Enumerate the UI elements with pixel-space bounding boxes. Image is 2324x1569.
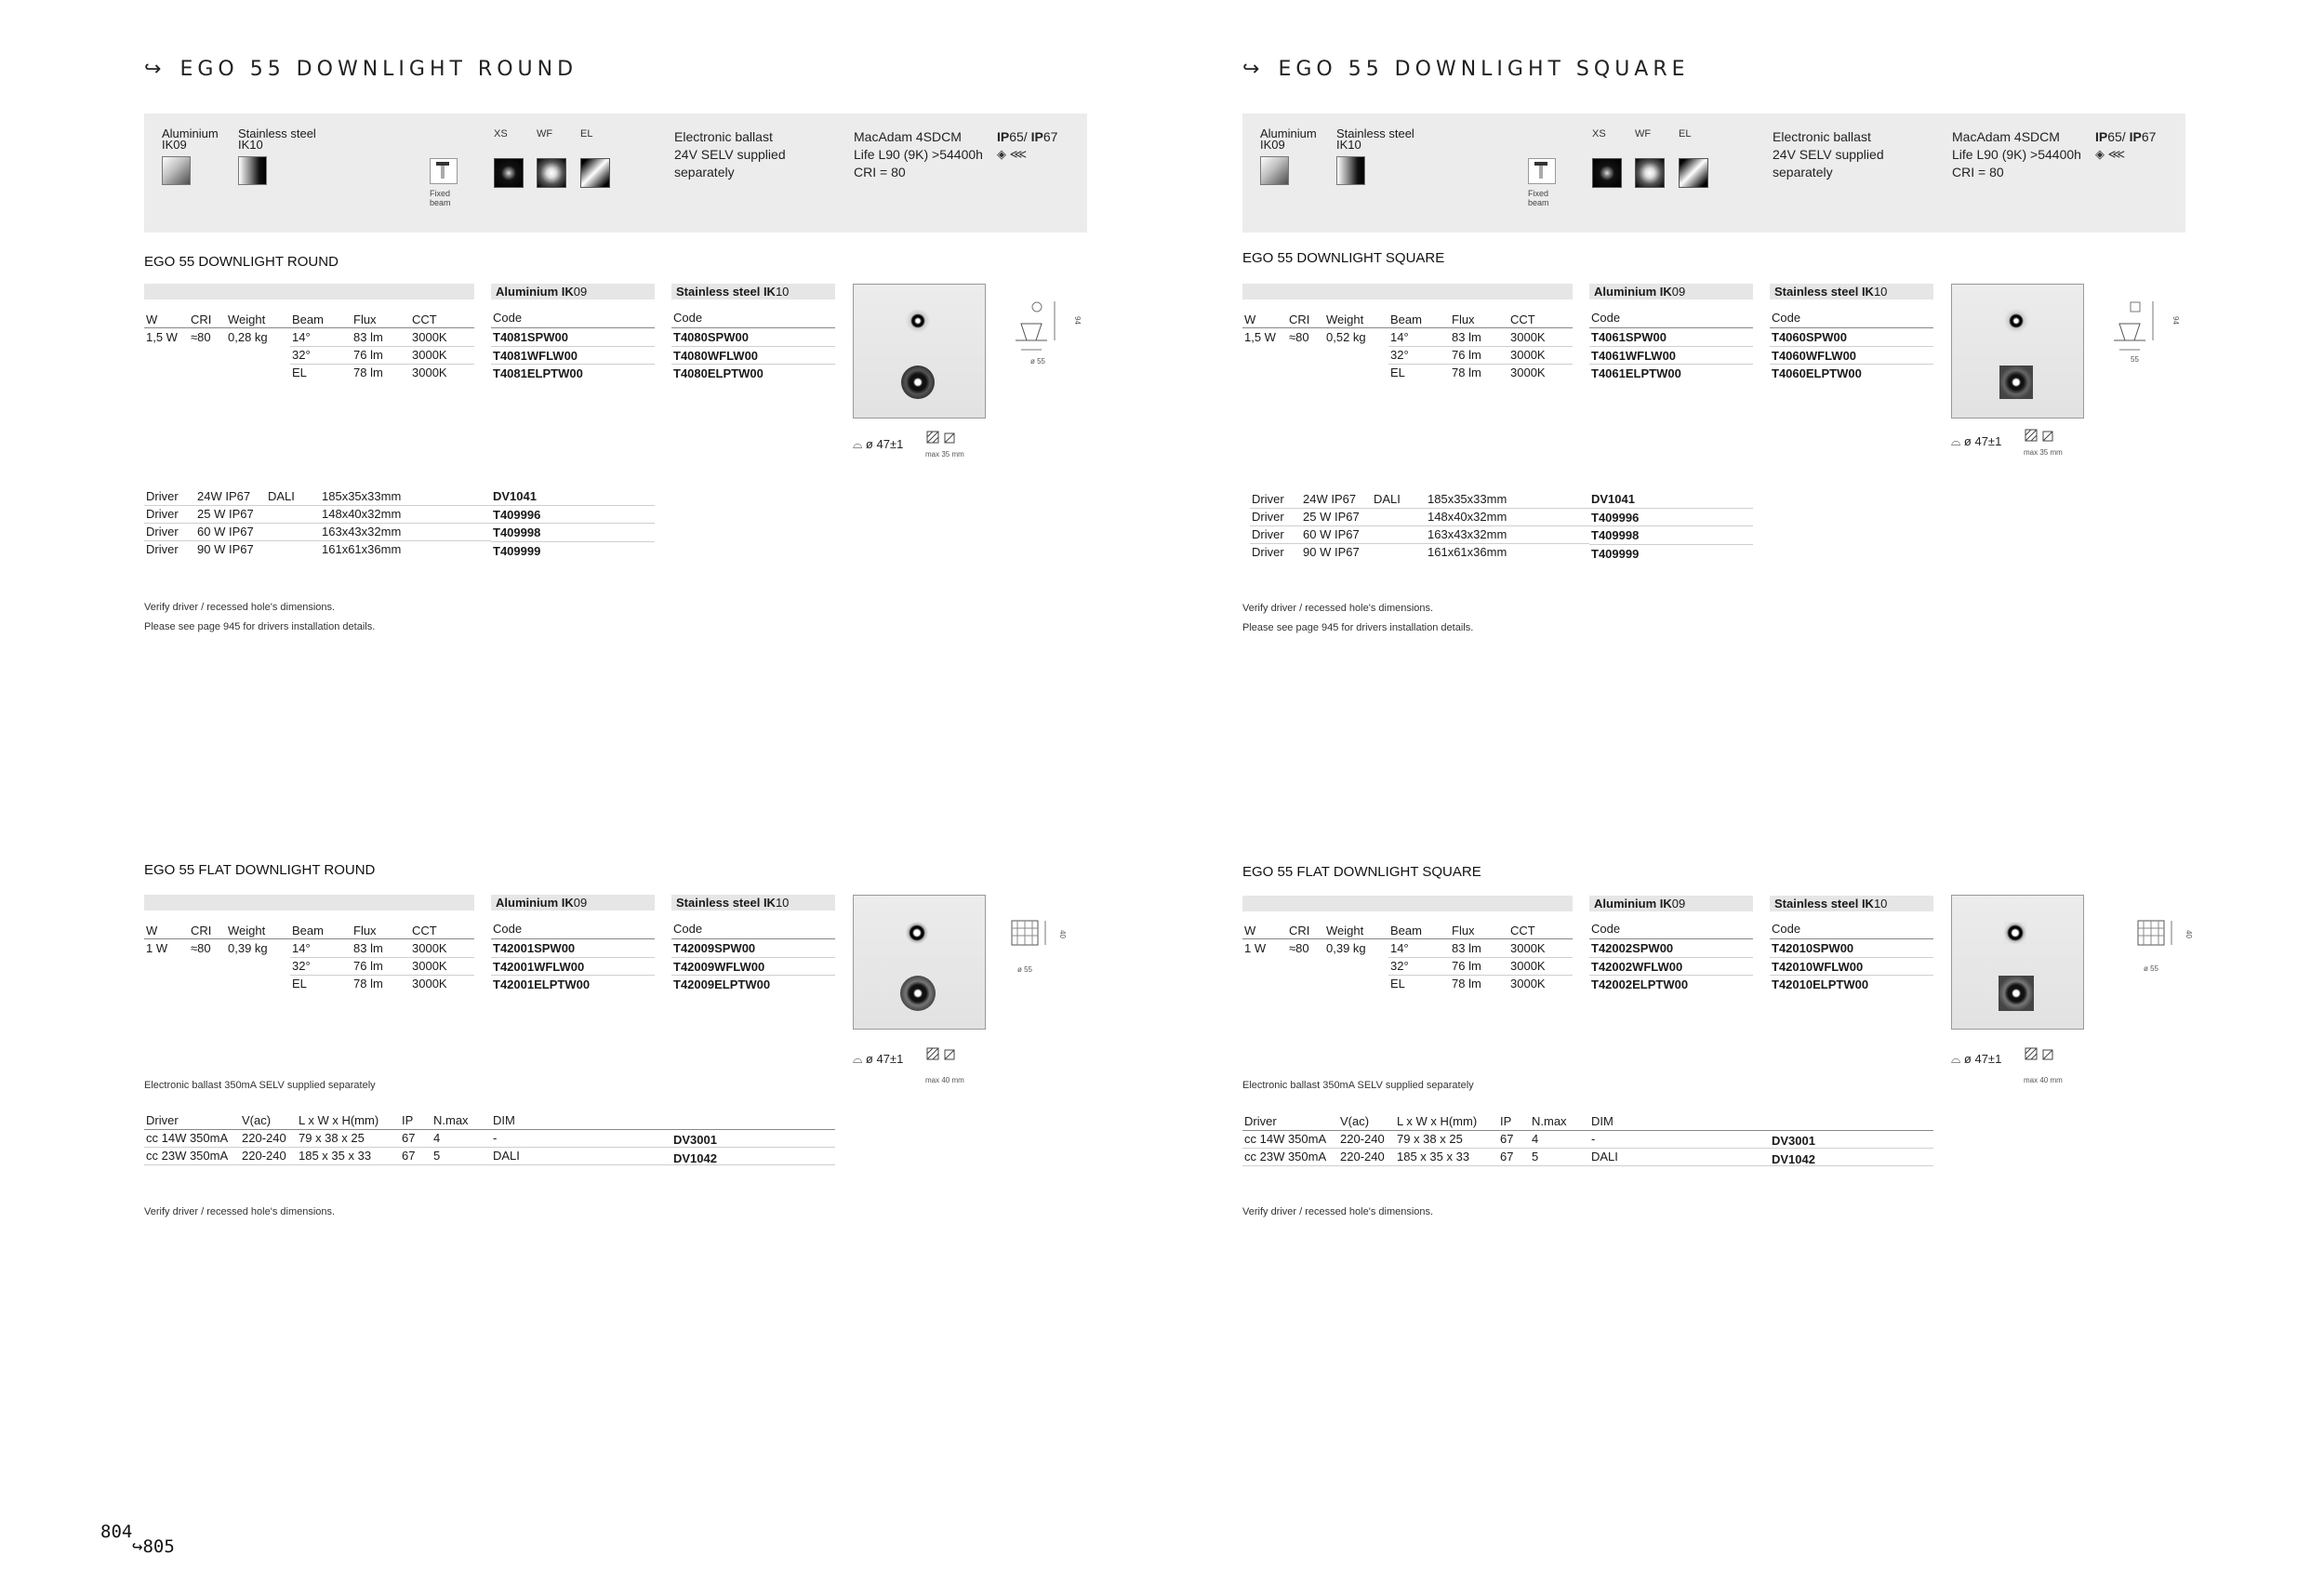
driver-codes: DV3001 DV1042 bbox=[1772, 1134, 1815, 1166]
driver-dim: - DALI bbox=[493, 1131, 520, 1163]
col-header-w: W bbox=[1244, 924, 1256, 937]
class-icons: ◈ ⋘ bbox=[2095, 147, 2126, 161]
divider bbox=[1770, 975, 1933, 976]
beam-el-icon bbox=[1679, 158, 1708, 188]
dimension-drawing bbox=[1014, 296, 1079, 370]
lamp-top bbox=[906, 922, 928, 944]
col-header-flux: Flux bbox=[1452, 924, 1475, 937]
hole-icon: ⌓ bbox=[1951, 434, 1961, 448]
spec-bar bbox=[1242, 113, 2185, 233]
divider bbox=[1242, 1148, 1933, 1149]
col-header-w: W bbox=[1244, 312, 1256, 326]
max-depth: max 35 mm bbox=[925, 450, 964, 459]
aluminium-swatch bbox=[1260, 156, 1289, 185]
driver-dims: 79 x 38 x 25 185 x 35 x 33 bbox=[1397, 1132, 1470, 1163]
flux-values: 83 lm 76 lm 78 lm bbox=[353, 330, 383, 379]
beam-xs-label: XS bbox=[1592, 128, 1606, 140]
fixed-beam-label: Fixed beam bbox=[430, 189, 451, 207]
drv-header-nmax: N.max bbox=[1532, 1114, 1567, 1128]
divider bbox=[491, 975, 655, 976]
max-depth: max 40 mm bbox=[2024, 1076, 2063, 1084]
col-header-weight: Weight bbox=[1326, 312, 1364, 326]
arrow-icon: ↪ bbox=[1242, 58, 1260, 81]
col-header-beam: Beam bbox=[1390, 924, 1422, 937]
lamp-bottom bbox=[1999, 366, 2033, 399]
watt-value: 1 W bbox=[146, 941, 168, 955]
divider bbox=[491, 505, 655, 506]
watt-value: 1 W bbox=[1244, 941, 1267, 955]
beam-xs-icon bbox=[494, 158, 524, 188]
page-number: 804 bbox=[100, 1522, 133, 1542]
steel-codes: T4060SPW00 T4060WFLW00 T4060ELPTW00 bbox=[1772, 330, 1862, 380]
beam-xs-icon bbox=[1592, 158, 1622, 188]
driver-size: 185x35x33mm 148x40x32mm 163x43x32mm 161x61x36mm bbox=[1428, 492, 1507, 559]
ballast-text: Electronic ballast 24V SELV supplied separately bbox=[1773, 129, 1884, 180]
driver-ip: 67 67 bbox=[402, 1131, 416, 1163]
divider bbox=[1589, 346, 1753, 347]
fixed-beam-icon bbox=[1528, 158, 1556, 184]
note: Please see page 945 for drivers installation details. bbox=[144, 621, 376, 632]
driver-dims: 79 x 38 x 25 185 x 35 x 33 bbox=[299, 1131, 372, 1163]
driver-dali: DALI bbox=[1374, 492, 1401, 506]
aluminium-header: Aluminium IK09 bbox=[1589, 896, 1753, 911]
steel-header: Stainless steel IK10 bbox=[1770, 284, 1933, 299]
product-photo bbox=[1951, 284, 2084, 419]
note: Verify driver / recessed hole's dimensions. bbox=[1242, 1206, 1434, 1217]
col-header-beam: Beam bbox=[292, 924, 324, 937]
col-header-cct: CCT bbox=[1510, 924, 1535, 937]
divider bbox=[671, 975, 835, 976]
weight-value: 0,52 kg bbox=[1326, 330, 1366, 344]
material-steel-label: Stainless steel IK10 bbox=[238, 126, 316, 152]
note: Verify driver / recessed hole's dimensions. bbox=[144, 1206, 336, 1217]
aluminium-header: Aluminium IK09 bbox=[491, 284, 655, 299]
cct-values: 3000K 3000K 3000K bbox=[1510, 941, 1546, 991]
divider bbox=[144, 505, 491, 506]
drv-header-driver: Driver bbox=[146, 1113, 179, 1127]
col-header-cct: CCT bbox=[1510, 312, 1535, 326]
material-aluminium-label: Aluminium IK09 bbox=[162, 126, 219, 152]
aluminium-codes: T42002SPW00 T42002WFLW00 T42002ELPTW00 bbox=[1591, 941, 1689, 991]
ballast-note: Electronic ballast 350mA SELV supplied separately bbox=[144, 1080, 376, 1091]
dimension-drawing bbox=[2112, 296, 2177, 370]
drv-header-dim: DIM bbox=[493, 1113, 515, 1127]
aluminium-swatch bbox=[162, 156, 191, 185]
driver-ip: 67 67 bbox=[1500, 1132, 1514, 1163]
driver-dim: - DALI bbox=[1591, 1132, 1618, 1163]
dim-height: 40 bbox=[2184, 930, 2193, 938]
col-header-w: W bbox=[146, 312, 158, 326]
depth-icon bbox=[926, 430, 960, 446]
hole-size: ⌓ ø 47±1 bbox=[1951, 1052, 2002, 1066]
driver-nmax: 4 5 bbox=[1532, 1132, 1539, 1163]
product-photo bbox=[853, 895, 986, 1030]
divider bbox=[290, 975, 474, 976]
divider bbox=[491, 957, 655, 958]
divider bbox=[671, 957, 835, 958]
spec-header-bar bbox=[144, 895, 474, 911]
beam-wf-label: WF bbox=[1635, 128, 1652, 140]
divider bbox=[290, 364, 474, 365]
driver-row: cc 14W 350mA cc 23W 350mA bbox=[1244, 1132, 1327, 1163]
divider bbox=[1250, 508, 1589, 509]
dim-height: 40 bbox=[1057, 930, 1067, 938]
product-photo bbox=[1951, 895, 2084, 1030]
code-header: Code bbox=[673, 922, 703, 936]
note: Verify driver / recessed hole's dimensions. bbox=[144, 602, 336, 613]
dim-diameter: ø 55 bbox=[1030, 357, 1046, 366]
divider bbox=[491, 346, 655, 347]
divider bbox=[1242, 1165, 1933, 1166]
page-title: ↪ EGO 55 DOWNLIGHT SQUARE bbox=[1242, 58, 1690, 81]
beam-el-icon bbox=[580, 158, 610, 188]
steel-codes: T4080SPW00 T4080WFLW00 T4080ELPTW00 bbox=[673, 330, 764, 380]
cri-value: ≈80 bbox=[191, 330, 211, 344]
hole-size: ⌓ ø 47±1 bbox=[853, 1052, 904, 1066]
section-title: EGO 55 DOWNLIGHT ROUND bbox=[144, 254, 339, 270]
cri-value: ≈80 bbox=[191, 941, 211, 955]
section-title: EGO 55 FLAT DOWNLIGHT SQUARE bbox=[1242, 864, 1481, 880]
divider bbox=[144, 540, 491, 541]
lamp-top bbox=[906, 309, 930, 333]
steel-header: Stainless steel IK10 bbox=[671, 895, 835, 911]
beam-values: 14° 32° EL bbox=[292, 330, 311, 379]
dim-diameter: ø 55 bbox=[2144, 964, 2159, 973]
hole-icon: ⌓ bbox=[853, 1052, 863, 1066]
watt-value: 1,5 W bbox=[146, 330, 178, 344]
fixed-beam-icon bbox=[430, 158, 458, 184]
divider bbox=[144, 523, 491, 524]
driver-codes: DV1041 T409996 T409998 T409999 bbox=[493, 489, 541, 558]
col-header-weight: Weight bbox=[228, 312, 266, 326]
material-aluminium-label: Aluminium IK09 bbox=[1260, 126, 1317, 152]
divider bbox=[1589, 957, 1753, 958]
cri-value: ≈80 bbox=[1289, 330, 1309, 344]
divider bbox=[290, 346, 474, 347]
lamp-top bbox=[2004, 309, 2028, 333]
fixed-beam-label: Fixed beam bbox=[1528, 189, 1549, 207]
drv-header-lwh: L x W x H(mm) bbox=[299, 1113, 379, 1127]
hole-size: ⌓ ø 47±1 bbox=[1951, 434, 2002, 448]
cct-values: 3000K 3000K 3000K bbox=[412, 330, 447, 379]
col-header-flux: Flux bbox=[353, 924, 377, 937]
arrow-icon: ↪ bbox=[144, 58, 162, 81]
code-header: Code bbox=[493, 311, 523, 325]
divider bbox=[1589, 544, 1753, 545]
driver-power: 24W IP67 25 W IP67 60 W IP67 90 W IP67 bbox=[197, 489, 254, 556]
divider bbox=[290, 957, 474, 958]
divider bbox=[1770, 346, 1933, 347]
cct-values: 3000K 3000K 3000K bbox=[1510, 330, 1546, 379]
steel-codes: T42010SPW00 T42010WFLW00 T42010ELPTW00 bbox=[1772, 941, 1869, 991]
material-steel-label: Stainless steel IK10 bbox=[1336, 126, 1414, 152]
beam-el-label: EL bbox=[1679, 128, 1692, 140]
code-header: Code bbox=[1591, 311, 1621, 325]
beam-wf-label: WF bbox=[537, 128, 553, 140]
driver-codes: DV3001 DV1042 bbox=[673, 1133, 717, 1165]
divider bbox=[1589, 508, 1753, 509]
divider bbox=[1589, 525, 1753, 526]
steel-swatch bbox=[1336, 156, 1365, 185]
lamp-top bbox=[2004, 922, 2026, 944]
note: Verify driver / recessed hole's dimensions. bbox=[1242, 603, 1434, 614]
ballast-text: Electronic ballast 24V SELV supplied separately bbox=[674, 129, 786, 180]
page-title: ↪ EGO 55 DOWNLIGHT ROUND bbox=[144, 58, 578, 81]
beam-values: 14° 32° EL bbox=[292, 941, 311, 991]
divider bbox=[1770, 957, 1933, 958]
divider bbox=[491, 541, 655, 542]
driver-voltage: 220-240 220-240 bbox=[1340, 1132, 1385, 1163]
drv-header-v: V(ac) bbox=[1340, 1114, 1370, 1128]
flux-values: 83 lm 76 lm 78 lm bbox=[1452, 330, 1481, 379]
divider bbox=[1770, 364, 1933, 365]
aluminium-codes: T4061SPW00 T4061WFLW00 T4061ELPTW00 bbox=[1591, 330, 1681, 380]
divider bbox=[144, 1147, 835, 1148]
photometry-text: MacAdam 4SDCM Life L90 (9K) >54400h CRI = 80 bbox=[1952, 129, 2081, 180]
hole-icon: ⌓ bbox=[853, 437, 863, 451]
code-header: Code bbox=[493, 922, 523, 936]
driver-labels: Driver Driver Driver Driver bbox=[1252, 492, 1284, 559]
col-header-cct: CCT bbox=[412, 312, 437, 326]
spec-header-bar bbox=[144, 284, 474, 299]
drv-header-ip: IP bbox=[402, 1113, 414, 1127]
drv-header-lwh: L x W x H(mm) bbox=[1397, 1114, 1478, 1128]
drv-header-dim: DIM bbox=[1591, 1114, 1614, 1128]
spec-header-bar bbox=[1242, 896, 1573, 911]
col-header-cri: CRI bbox=[1289, 312, 1310, 326]
beam-xs-label: XS bbox=[494, 128, 508, 140]
driver-labels: Driver Driver Driver Driver bbox=[146, 489, 179, 556]
lamp-bottom bbox=[900, 976, 936, 1011]
dimension-drawing bbox=[1008, 917, 1075, 964]
col-header-beam: Beam bbox=[292, 312, 324, 326]
code-header: Code bbox=[673, 311, 703, 325]
flux-values: 83 lm 76 lm 78 lm bbox=[353, 941, 383, 991]
page-number-right: ↪805 bbox=[132, 1536, 175, 1557]
code-header: Code bbox=[1772, 311, 1801, 325]
divider bbox=[1589, 364, 1753, 365]
code-header: Code bbox=[1772, 922, 1801, 936]
steel-codes: T42009SPW00 T42009WFLW00 T42009ELPTW00 bbox=[673, 941, 771, 991]
drv-header-driver: Driver bbox=[1244, 1114, 1277, 1128]
divider bbox=[671, 364, 835, 365]
driver-row: cc 14W 350mA cc 23W 350mA bbox=[146, 1131, 229, 1163]
steel-header: Stainless steel IK10 bbox=[671, 284, 835, 299]
weight-value: 0,28 kg bbox=[228, 330, 268, 344]
driver-size: 185x35x33mm 148x40x32mm 163x43x32mm 161x61x36mm bbox=[322, 489, 402, 556]
note: Please see page 945 for drivers installation details. bbox=[1242, 622, 1474, 633]
divider bbox=[144, 1164, 835, 1165]
col-header-w: W bbox=[146, 924, 158, 937]
lamp-bottom bbox=[1999, 976, 2034, 1011]
divider bbox=[1388, 346, 1573, 347]
divider bbox=[491, 364, 655, 365]
dim-diameter: ø 55 bbox=[1017, 965, 1033, 974]
divider bbox=[1250, 525, 1589, 526]
product-photo bbox=[853, 284, 986, 419]
depth-icon bbox=[2025, 1046, 2058, 1063]
depth-icon bbox=[2025, 428, 2058, 445]
beam-wf-icon bbox=[537, 158, 566, 188]
beam-values: 14° 32° EL bbox=[1390, 941, 1409, 991]
photometry-text: MacAdam 4SDCM Life L90 (9K) >54400h CRI = 80 bbox=[854, 129, 983, 180]
weight-value: 0,39 kg bbox=[228, 941, 268, 955]
col-header-beam: Beam bbox=[1390, 312, 1422, 326]
spec-header-bar bbox=[1242, 284, 1573, 299]
driver-voltage: 220-240 220-240 bbox=[242, 1131, 286, 1163]
col-header-cri: CRI bbox=[191, 924, 212, 937]
aluminium-header: Aluminium IK09 bbox=[491, 895, 655, 911]
divider bbox=[671, 346, 835, 347]
dim-height: 94 bbox=[1072, 316, 1082, 325]
class-icons: ◈ ⋘ bbox=[997, 147, 1028, 161]
hole-icon: ⌓ bbox=[1951, 1052, 1961, 1066]
col-header-cri: CRI bbox=[1289, 924, 1310, 937]
beam-el-label: EL bbox=[580, 128, 593, 140]
col-header-flux: Flux bbox=[1452, 312, 1475, 326]
divider bbox=[1589, 975, 1753, 976]
dim-height: 94 bbox=[2171, 316, 2180, 325]
dim-width: 55 bbox=[2131, 355, 2139, 364]
dimension-drawing bbox=[2134, 917, 2201, 964]
divider bbox=[1388, 957, 1573, 958]
driver-codes: DV1041 T409996 T409998 T409999 bbox=[1591, 492, 1640, 561]
max-depth: max 40 mm bbox=[925, 1076, 964, 1084]
divider bbox=[1388, 975, 1573, 976]
watt-value: 1,5 W bbox=[1244, 330, 1276, 344]
steel-header: Stainless steel IK10 bbox=[1770, 896, 1933, 911]
drv-header-nmax: N.max bbox=[433, 1113, 469, 1127]
beam-wf-icon bbox=[1635, 158, 1665, 188]
beam-values: 14° 32° EL bbox=[1390, 330, 1409, 379]
aluminium-codes: T4081SPW00 T4081WFLW00 T4081ELPTW00 bbox=[493, 330, 583, 380]
col-header-weight: Weight bbox=[1326, 924, 1364, 937]
drv-header-v: V(ac) bbox=[242, 1113, 272, 1127]
weight-value: 0,39 kg bbox=[1326, 941, 1366, 955]
section-title: EGO 55 FLAT DOWNLIGHT ROUND bbox=[144, 862, 376, 878]
ip-rating: IP65/ IP67 bbox=[997, 129, 1058, 144]
steel-swatch bbox=[238, 156, 267, 185]
divider bbox=[1250, 543, 1589, 544]
depth-icon bbox=[926, 1046, 960, 1063]
aluminium-codes: T42001SPW00 T42001WFLW00 T42001ELPTW00 bbox=[493, 941, 591, 991]
divider bbox=[1388, 364, 1573, 365]
flux-values: 83 lm 76 lm 78 lm bbox=[1452, 941, 1481, 991]
col-header-cct: CCT bbox=[412, 924, 437, 937]
lamp-bottom bbox=[901, 366, 935, 399]
cri-value: ≈80 bbox=[1289, 941, 1309, 955]
col-header-flux: Flux bbox=[353, 312, 377, 326]
right-page bbox=[1098, 0, 2260, 1569]
driver-dali: DALI bbox=[268, 489, 295, 503]
driver-power: 24W IP67 25 W IP67 60 W IP67 90 W IP67 bbox=[1303, 492, 1360, 559]
code-header: Code bbox=[1591, 922, 1621, 936]
section-title: EGO 55 DOWNLIGHT SQUARE bbox=[1242, 250, 1445, 266]
hole-size: ⌓ ø 47±1 bbox=[853, 437, 904, 451]
arrow-icon: ↪ bbox=[132, 1536, 143, 1557]
divider bbox=[491, 523, 655, 524]
drv-header-ip: IP bbox=[1500, 1114, 1512, 1128]
col-header-cri: CRI bbox=[191, 312, 212, 326]
cct-values: 3000K 3000K 3000K bbox=[412, 941, 447, 991]
ballast-note: Electronic ballast 350mA SELV supplied separately bbox=[1242, 1080, 1474, 1091]
max-depth: max 35 mm bbox=[2024, 448, 2063, 457]
col-header-weight: Weight bbox=[228, 924, 266, 937]
ip-rating: IP65/ IP67 bbox=[2095, 129, 2157, 144]
aluminium-header: Aluminium IK09 bbox=[1589, 284, 1753, 299]
spec-bar bbox=[144, 113, 1087, 233]
driver-nmax: 4 5 bbox=[433, 1131, 441, 1163]
